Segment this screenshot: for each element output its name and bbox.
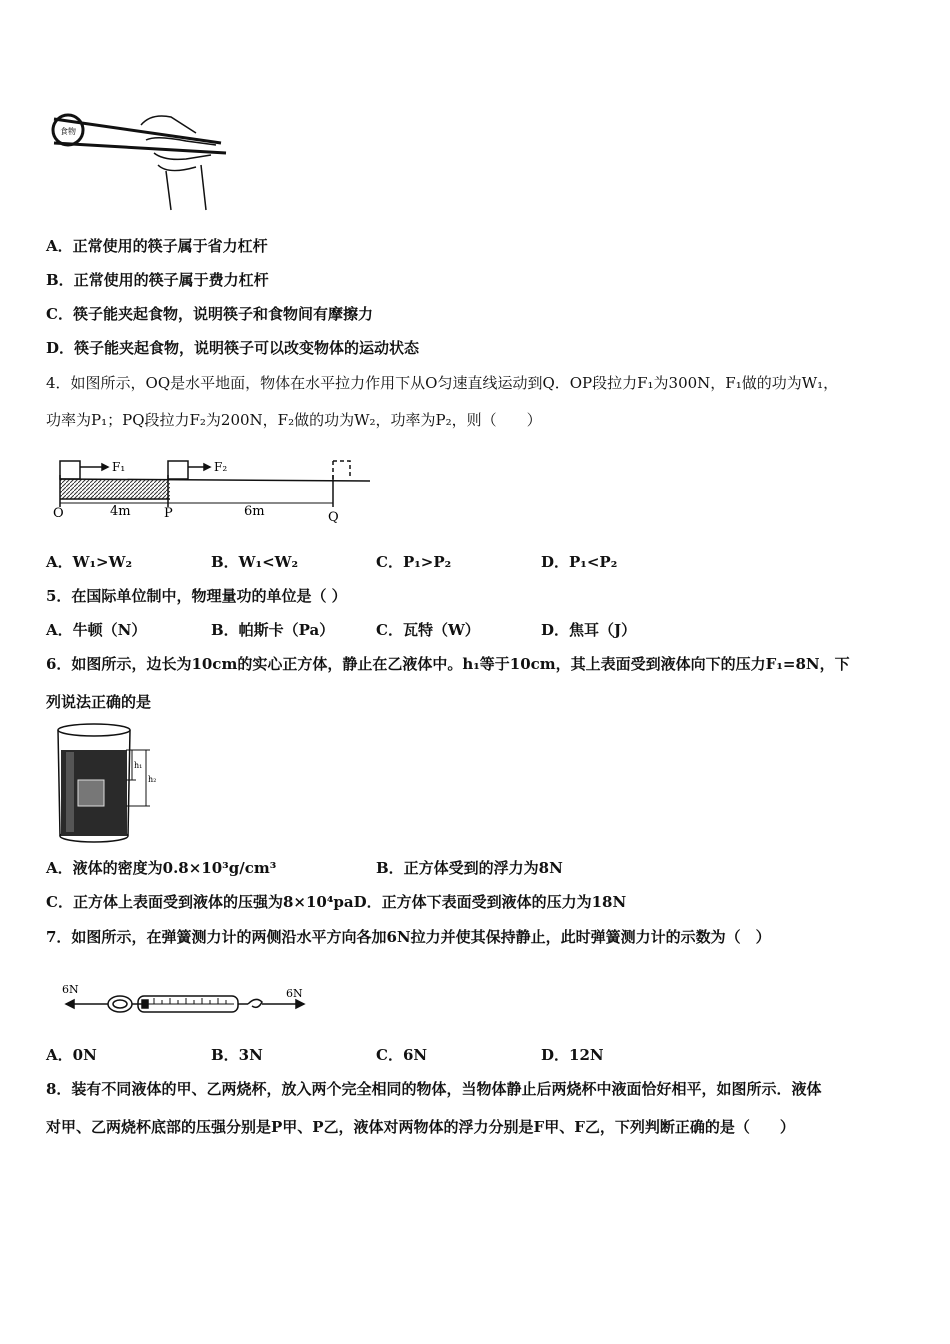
q7-stem: 7．如图所示，在弹簧测力计的两侧沿水平方向各加6N拉力并使其保持静止，此时弹簧测力计的示数为（ ） (46, 928, 771, 946)
distance-pq: 6m (244, 504, 265, 519)
q6-stem-line2: 列说法正确的是 (46, 693, 152, 711)
q3-option-a[interactable]: A．正常使用的筷子属于省力杠杆 (46, 237, 268, 255)
q7-option-a[interactable]: A．0N (46, 1046, 97, 1064)
q6-option-cd[interactable]: C．正方体上表面受到液体的压强为8×10⁴paD．正方体下表面受到液体的压力为18N (46, 893, 627, 911)
f2-label: F₂ (214, 460, 228, 474)
q6-option-b[interactable]: B．正方体受到的浮力为8N (376, 859, 563, 877)
q5-option-d[interactable]: D．焦耳（J） (541, 621, 637, 639)
q7-option-c[interactable]: C．6N (376, 1046, 428, 1064)
q7-option-d[interactable]: D．12N (541, 1046, 604, 1064)
q5-option-b[interactable]: B．帕斯卡（Pa） (211, 621, 335, 639)
point-q: Q (328, 510, 339, 525)
q6-option-a[interactable]: A．液体的密度为0.8×10³g/cm³ (46, 859, 277, 877)
left-force-label: 6N (62, 983, 79, 996)
cube (78, 780, 104, 806)
block-1 (60, 461, 80, 479)
q4-option-a[interactable]: A．W₁>W₂ (46, 553, 133, 571)
h2-label: h₂ (148, 775, 157, 784)
food-label: 食物 (60, 127, 76, 136)
spring-scale-figure (58, 980, 313, 1025)
distance-op: 4m (110, 504, 131, 519)
beaker-figure (54, 722, 164, 847)
q3-option-b[interactable]: B．正常使用的筷子属于费力杠杆 (46, 271, 269, 289)
point-o: O (53, 506, 64, 521)
q4-option-d[interactable]: D．P₁<P₂ (541, 553, 618, 571)
q5-option-a[interactable]: A．牛顿（N） (46, 621, 147, 639)
q4-stem-line2: 功率为P₁；PQ段拉力F₂为200N，F₂做的功为W₂，功率为P₂，则（ ） (46, 411, 542, 429)
block-3-dashed (333, 461, 350, 479)
q3-option-c[interactable]: C．筷子能夹起食物，说明筷子和食物间有摩擦力 (46, 305, 373, 323)
point-p: P (164, 506, 173, 521)
q6-stem-line1: 6．如图所示，边长为10cm的实心正方体，静止在乙液体中。h₁等于10cm，其上表面受到液体向下的压力F₁=8N，下 (46, 655, 850, 673)
q5-stem: 5．在国际单位制中，物理量功的单位是（ ） (46, 587, 347, 605)
q5-option-c[interactable]: C．瓦特（W） (376, 621, 480, 639)
q8-stem-line1: 8．装有不同液体的甲、乙两烧杯，放入两个完全相同的物体，当物体静止后两烧杯中液面恰好相平，如图所示．液体 (46, 1080, 822, 1098)
q4-figure (50, 455, 380, 530)
q8-stem-line2: 对甲、乙两烧杯底部的压强分别是P甲、P乙，液体对两物体的浮力分别是F甲、F乙，下列判断正确的是（ ） (46, 1118, 795, 1136)
q4-stem-line1: 4．如图所示，OQ是水平地面，物体在水平拉力作用下从O匀速直线运动到Q．OP段拉力F₁为300N，F₁做的功为W₁， (46, 374, 839, 392)
q4-option-b[interactable]: B．W₁<W₂ (211, 553, 299, 571)
h1-label: h₁ (134, 761, 143, 770)
right-force-label: 6N (286, 987, 303, 1000)
block-2 (168, 461, 188, 479)
q4-option-c[interactable]: C．P₁>P₂ (376, 553, 452, 571)
f1-label: F₁ (112, 460, 126, 474)
chopsticks-figure (46, 105, 231, 215)
q7-option-b[interactable]: B．3N (211, 1046, 263, 1064)
q3-option-d[interactable]: D．筷子能夹起食物，说明筷子可以改变物体的运动状态 (46, 339, 420, 357)
